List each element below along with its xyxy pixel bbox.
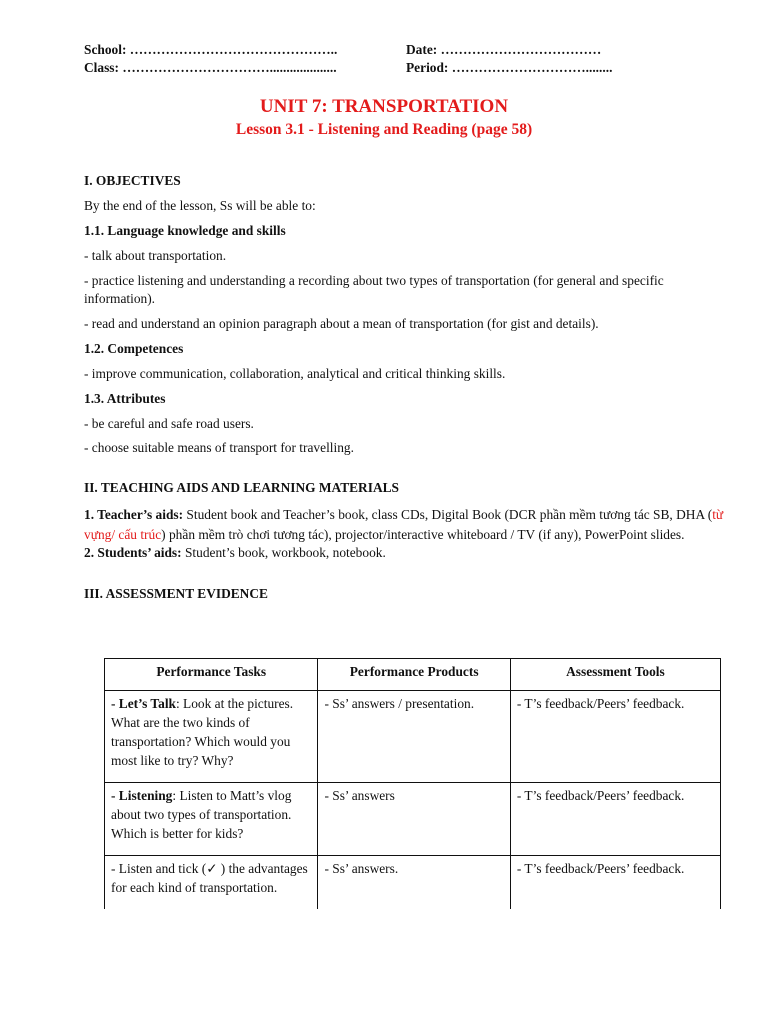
task-label: - Let’s Talk [111,696,176,711]
unit-title: UNIT 7: TRANSPORTATION [259,96,509,117]
document-body [84,172,724,603]
column-header: Assessment Tools [510,659,720,691]
task-text: : Listen to Matt’s vlog about two types of transportation. Which is better for kids? [111,788,292,841]
lesson-subtitle: Lesson 3.1 - Listening and Reading (page 58) [235,121,533,138]
table-row [105,691,721,783]
objective-item: - practice listening and understanding a recording about two types of transportation (for general and specific information). [84,272,664,306]
product-cell: - Ss’ answers / presentation. [318,691,510,783]
table-row [105,856,721,910]
product-cell: - Ss’ answers [318,783,510,856]
teacher-aids-red: từ vựng/ cấu trúc [84,507,724,542]
objective-item: - talk about transportation. [84,247,227,263]
objective-item: - read and understand an opinion paragraph about a mean of transportation (for gist and details). [84,315,599,331]
competence-item: - improve communication, collaboration, analytical and critical thinking skills. [84,365,506,381]
attribute-item: - choose suitable means of transport for travelling. [84,440,354,456]
table-header-row [105,659,721,691]
product-cell: - Ss’ answers. [318,856,510,910]
class-line: Class: …………………………….................... [84,60,337,75]
column-header: Performance Tasks [105,659,318,691]
student-aids-label: 2. Students’ aids: [84,545,182,561]
assessment-heading: III. ASSESSMENT EVIDENCE [84,586,268,602]
assessment-table [104,658,721,909]
date-line: Date: ……………………………… [406,42,602,57]
teacher-aids-label: 1. Teacher’s aids: [84,507,184,523]
school-line: School: ……………………………………….. [84,42,338,57]
student-aids [84,544,724,562]
objectives-intro: By the end of the lesson, Ss will be able to: [84,197,316,213]
teacher-aids-text: Student book and Teacher’s book, class CDs, Digital Book (DCR phần mềm tương tác SB, DHA ( [183,507,713,523]
task-label: - Listening [111,788,173,803]
teacher-aids [84,505,724,544]
header-right [406,41,612,77]
task-text: : Look at the pictures. What are the two kinds of transportation? Which would you most like to try? Why? [111,696,294,768]
knowledge-heading: 1.1. Language knowledge and skills [84,222,286,238]
tool-cell: - T’s feedback/Peers’ feedback. [510,856,720,910]
attributes-heading: 1.3. Attributes [84,390,166,406]
student-aids-text: Student’s book, workbook, notebook. [181,545,386,561]
task-cell [105,691,318,783]
table-row [105,783,721,856]
task-cell [105,856,318,910]
column-header: Performance Products [318,659,510,691]
tool-cell: - T’s feedback/Peers’ feedback. [510,783,720,856]
period-line: Period: …………………………........ [406,60,613,75]
teacher-aids-text-b: ) phần mềm trò chơi tương tác), projector/interactive whiteboard / TV (if any), PowerPoint slides. [161,526,685,542]
task-text: - Listen and tick (✓ ) the advantages for each kind of transportation. [111,861,308,895]
tool-cell: - T’s feedback/Peers’ feedback. [510,691,720,783]
attribute-item: - be careful and safe road users. [84,415,254,431]
aids-heading: II. TEACHING AIDS AND LEARNING MATERIALS [84,480,399,496]
task-cell [105,783,318,856]
competences-heading: 1.2. Competences [84,340,184,356]
header-left [84,41,337,77]
objectives-heading: I. OBJECTIVES [84,173,181,188]
